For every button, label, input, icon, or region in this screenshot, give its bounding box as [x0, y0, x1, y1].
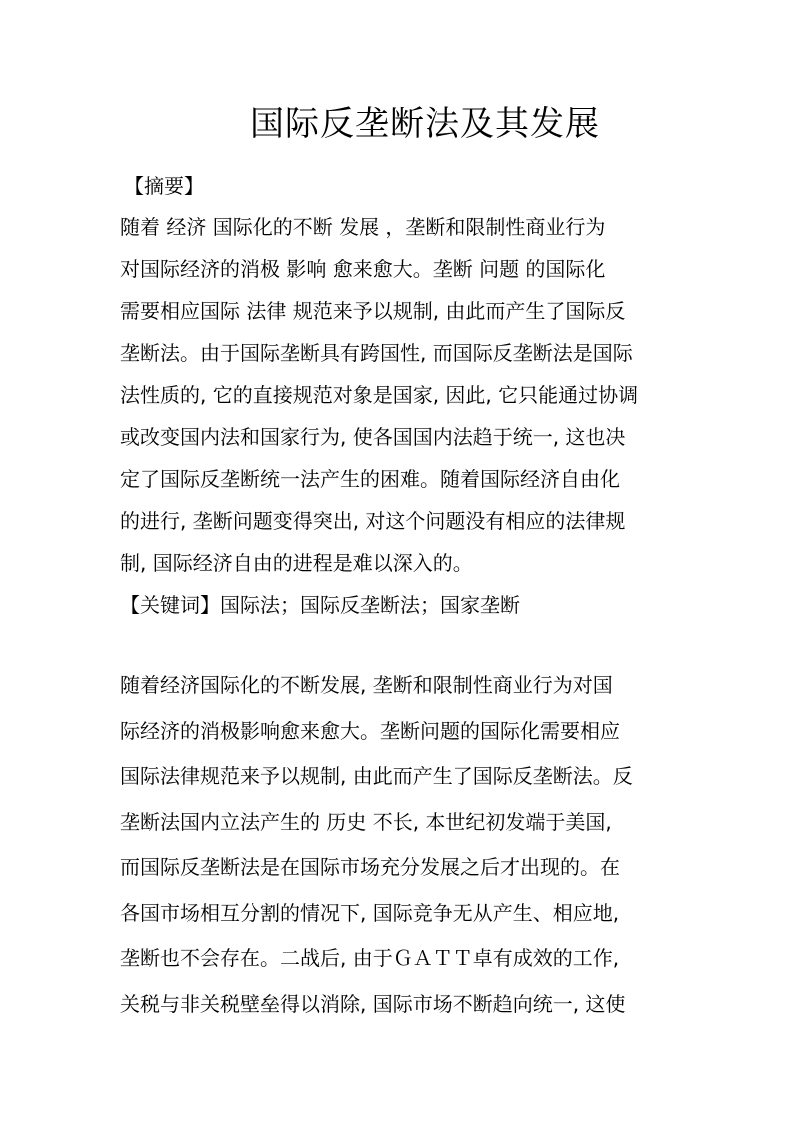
body-paragraph: [120, 663, 680, 1027]
body-line: 垄断法国内立法产生的 历史 不长, 本世纪初发端于美国,: [120, 809, 612, 834]
document-title: 国际反垄断法及其发展: [250, 104, 600, 144]
abstract-line: 的进行, 垄断问题变得突出, 对这个问题没有相应的法律规: [120, 509, 626, 533]
body-line: 随着经济国际化的不断发展, 垄断和限制性商业行为对国: [120, 673, 613, 697]
keywords-line: 【关键词】国际法；国际反垄断法；国家垄断: [120, 593, 520, 617]
abstract-line: 法性质的, 它的直接规范对象是国家, 因此, 它只能通过协调: [120, 383, 639, 407]
abstract-line: 对国际经济的消极 影响 愈来愈大。垄断 问题 的国际化: [120, 257, 606, 281]
body-line: 际经济的消极影响愈来愈大。垄断问题的国际化需要相应: [120, 718, 620, 743]
body-line: 关税与非关税壁垒得以消除, 国际市场不断趋向统一, 这使: [120, 991, 626, 1016]
body-line: 各国市场相互分割的情况下, 国际竞争无从产生、相应地,: [120, 900, 620, 925]
abstract-paragraph: [120, 206, 680, 626]
abstract-label: 【摘要】: [124, 174, 204, 198]
body-line: 垄断也不会存在。二战后, 由于ＧＡＴＴ卓有成效的工作,: [120, 946, 620, 970]
abstract-line: 垄断法。由于国际垄断具有跨国性, 而国际反垄断法是国际: [120, 341, 633, 365]
body-line: 国际法律规范来予以规制, 由此而产生了国际反垄断法。反: [120, 764, 633, 788]
body-line: 而国际反垄断法是在国际市场充分发展之后才出现的。在: [120, 855, 620, 879]
abstract-line: 随着 经济 国际化的不断 发展 ，垄断和限制性商业行为: [120, 215, 606, 239]
abstract-line: 定了国际反垄断统一法产生的困难。随着国际经济自由化: [120, 467, 620, 491]
abstract-line: 制, 国际经济自由的进程是难以深入的。: [120, 551, 473, 575]
abstract-line: 需要相应国际 法律 规范来予以规制, 由此而产生了国际反: [120, 299, 626, 323]
abstract-line: 或改变国内法和国家行为, 使各国国内法趋于统一, 这也决: [120, 425, 626, 449]
